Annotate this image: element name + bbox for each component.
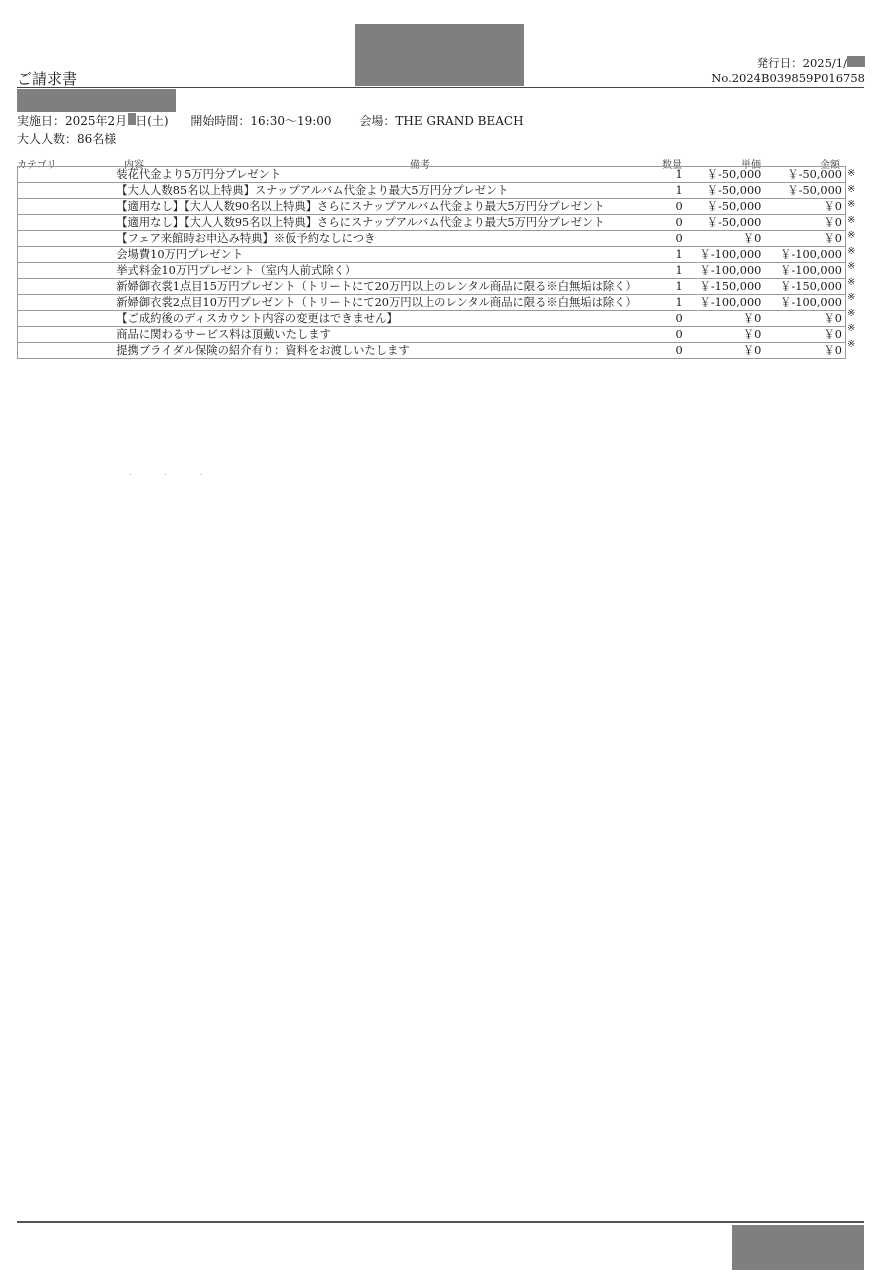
- item-name: 【適用なし】【大人人数95名以上特典】さらにスナップアルバム代金より最大5万円分プレゼント: [113, 215, 653, 231]
- item-name: 【フェア来館時お申込み特典】※仮予約なしにつき: [113, 231, 653, 247]
- row-mark: ※: [847, 261, 856, 272]
- table-row: [18, 215, 846, 231]
- table-row: [18, 247, 846, 263]
- redacted-customer-name: [17, 89, 176, 112]
- row-mark: ※: [847, 338, 856, 350]
- item-category: [18, 311, 114, 327]
- item-unit-price: ￥0: [685, 311, 765, 327]
- item-name: 装花代金より5万円分プレゼント: [113, 167, 653, 183]
- row-mark: ※: [847, 292, 856, 303]
- column-header-unit-price: 単価: [741, 160, 761, 171]
- item-qty: 0: [654, 311, 685, 327]
- item-unit-price: ￥0: [685, 343, 765, 359]
- item-qty: 0: [654, 231, 685, 247]
- item-name: 【適用なし】【大人人数90名以上特典】さらにスナップアルバム代金より最大5万円分プレゼント: [113, 199, 653, 215]
- item-unit-price: ￥-150,000: [685, 279, 765, 295]
- item-category: [18, 343, 114, 359]
- redacted-footer-block: [732, 1225, 864, 1270]
- table-row: [18, 343, 846, 359]
- column-header-qty: 数量: [662, 160, 682, 171]
- row-mark: ※: [847, 199, 856, 210]
- item-name: 提携ブライダル保険の紹介有り：資料をお渡しいたします: [113, 343, 653, 359]
- item-category: [18, 183, 114, 199]
- footer-rule: [17, 1221, 864, 1223]
- item-amount: ￥-50,000: [764, 183, 845, 199]
- item-unit-price: ￥-50,000: [685, 199, 765, 215]
- item-name: 会場費10万円プレゼント: [113, 247, 653, 263]
- event-date: 実施日：2025年2月: [17, 114, 128, 128]
- item-name: 【大人人数85名以上特典】スナップアルバム代金より最大5万円分プレゼント: [113, 183, 653, 199]
- issue-date: [757, 55, 865, 71]
- items-table: [17, 166, 846, 359]
- item-amount: ￥-100,000: [764, 247, 845, 263]
- table-row: [18, 295, 846, 311]
- row-mark: ※: [847, 230, 856, 241]
- table-row: [18, 231, 846, 247]
- item-category: [18, 263, 114, 279]
- item-category: [18, 215, 114, 231]
- item-amount: ￥0: [764, 231, 845, 247]
- column-header-amount: 金額: [820, 160, 840, 171]
- column-header-note: 備考: [410, 160, 430, 171]
- item-amount: ￥-100,000: [764, 295, 845, 311]
- item-unit-price: ￥0: [685, 231, 765, 247]
- document-number: No.2024B039859P016758: [711, 71, 865, 85]
- table-row: [18, 263, 846, 279]
- table-row: [18, 167, 846, 183]
- item-qty: 0: [654, 343, 685, 359]
- item-unit-price: ￥-100,000: [685, 295, 765, 311]
- item-unit-price: ￥-50,000: [685, 215, 765, 231]
- item-category: [18, 327, 114, 343]
- item-category: [18, 279, 114, 295]
- item-category: [18, 167, 114, 183]
- row-mark: ※: [847, 323, 856, 334]
- table-row: [18, 183, 846, 199]
- item-name: 新婦御衣裳2点目10万円プレゼント（トリートにて20万円以上のレンタル商品に限る※白無垢は除く）: [113, 295, 653, 311]
- item-amount: ￥-100,000: [764, 263, 845, 279]
- item-qty: 1: [654, 295, 685, 311]
- redacted-logo-block: [355, 24, 524, 86]
- row-mark: ※: [847, 245, 856, 257]
- item-amount: ￥-150,000: [764, 279, 845, 295]
- table-row: [18, 311, 846, 327]
- item-qty: 1: [654, 263, 685, 279]
- event-start-time: 開始時間：16:30～19:00: [190, 114, 332, 128]
- item-unit-price: ￥-100,000: [685, 263, 765, 279]
- item-qty: 1: [654, 167, 685, 183]
- row-mark: ※: [847, 307, 856, 319]
- item-qty: 1: [654, 247, 685, 263]
- scan-specks: ˙ ˙ ˙: [128, 474, 218, 484]
- row-mark: ※: [847, 168, 856, 179]
- item-amount: ￥0: [764, 311, 845, 327]
- item-amount: ￥0: [764, 199, 845, 215]
- row-mark: ※: [847, 183, 856, 195]
- item-name: 挙式料金10万円プレゼント（室内人前式除く）: [113, 263, 653, 279]
- item-qty: 0: [654, 199, 685, 215]
- issue-date-text: 発行日：2025/1/: [756, 56, 847, 70]
- item-qty: 1: [654, 183, 685, 199]
- table-row: [18, 199, 846, 215]
- item-name: 【ご成約後のディスカウント内容の変更はできません】: [113, 311, 653, 327]
- row-mark: ※: [847, 276, 856, 288]
- document-title: ご請求書: [17, 70, 78, 88]
- adult-count: 大人人数：86名様: [17, 132, 117, 146]
- column-header-content: 内容: [124, 160, 144, 171]
- item-unit-price: ￥0: [685, 327, 765, 343]
- item-qty: 1: [654, 279, 685, 295]
- event-info-line: [17, 112, 524, 129]
- table-row: [18, 327, 846, 343]
- table-row: [18, 279, 846, 295]
- item-unit-price: ￥-100,000: [685, 247, 765, 263]
- row-marks: [847, 166, 855, 352]
- item-category: [18, 231, 114, 247]
- item-category: [18, 199, 114, 215]
- item-unit-price: ￥-50,000: [685, 183, 765, 199]
- header-rule: [17, 87, 864, 88]
- item-name: 新婦御衣裳1点目15万円プレゼント（トリートにて20万円以上のレンタル商品に限る※白無垢は除く）: [113, 279, 653, 295]
- item-qty: 0: [654, 327, 685, 343]
- item-category: [18, 295, 114, 311]
- column-header-category: カテゴリ: [17, 160, 57, 171]
- item-name: 商品に関わるサービス料は頂戴いたします: [113, 327, 653, 343]
- item-amount: ￥-50,000: [764, 167, 845, 183]
- item-amount: ￥0: [764, 343, 845, 359]
- event-venue: 会場：THE GRAND BEACH: [359, 114, 524, 128]
- item-unit-price: ￥-50,000: [685, 167, 765, 183]
- item-category: [18, 247, 114, 263]
- item-amount: ￥0: [764, 215, 845, 231]
- item-qty: 0: [654, 215, 685, 231]
- event-date-suffix: 日(土): [135, 114, 169, 128]
- item-amount: ￥0: [764, 327, 845, 343]
- row-mark: ※: [847, 214, 856, 226]
